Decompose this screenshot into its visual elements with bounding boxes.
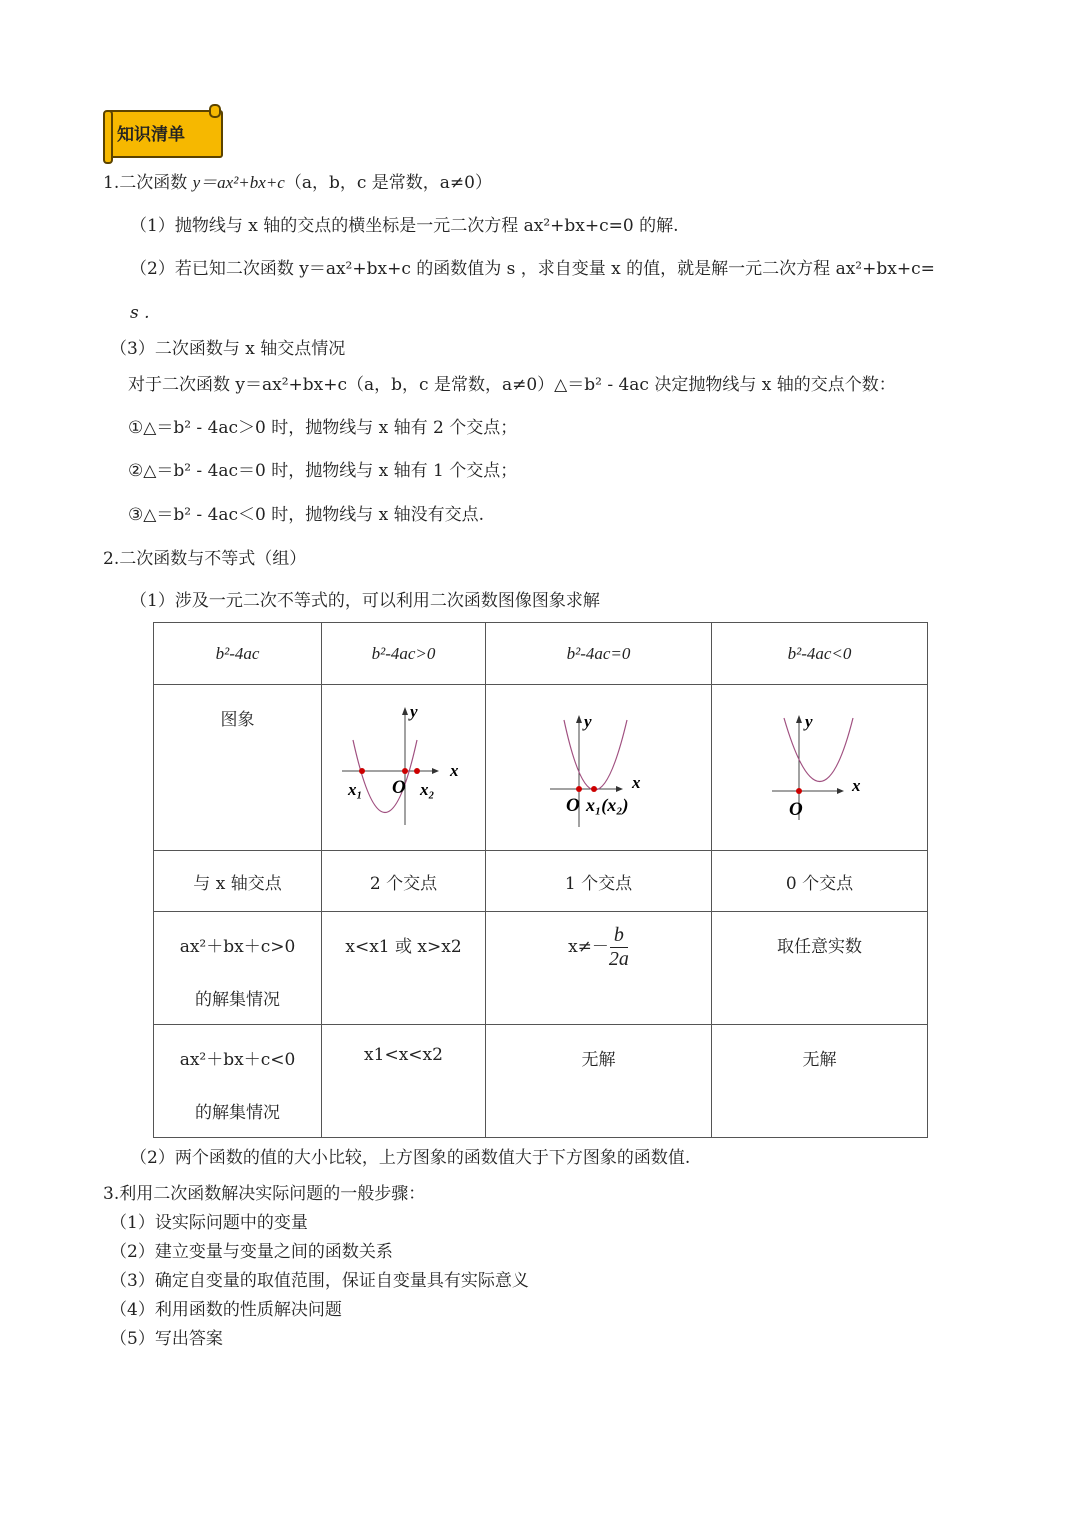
header-cell: b²-4ac [215,643,260,663]
x1-label: x₁ [348,780,363,799]
s1-p1: （1）抛物线与 x 轴的交点的横坐标是一元二次方程 ax²+bx+c=0 的解. [130,216,679,236]
gt-label-2: 的解集情况 [195,990,280,1010]
origin-label: O [392,777,406,798]
x-axis-label: x [632,773,641,792]
s1-title-pre: 1.二次函数 [103,173,193,193]
origin-label: O [789,799,803,820]
gt-solution: 取任意实数 [777,937,862,957]
header-cell: b²-4ac=0 [566,643,631,663]
gt-solution: x<x1 或 x>x2 [345,937,462,957]
lt-solution: x1<x<x2 [364,1045,443,1065]
fraction-denominator: 2a [608,948,629,970]
lt-solution: 无解 [581,1050,616,1070]
intersect-cell: 1 个交点 [486,851,712,912]
summary-table [153,622,928,1138]
x-axis-label: x [450,761,459,780]
header-cell: b²-4ac>0 [371,643,436,663]
step-item: （5）写出答案 [110,1329,223,1349]
y-axis-label: y [805,712,813,731]
intersect-cell: 0 个交点 [712,851,928,912]
s2-p2: （2）两个函数的值的大小比较，上方图象的函数值大于下方图象的函数值. [130,1148,691,1168]
origin-label: O [566,795,580,816]
s3-title: 3.利用二次函数解决实际问题的一般步骤： [103,1184,426,1204]
intersect-cell: 2 个交点 [322,851,486,912]
s1-p3a: 对于二次函数 y＝ax²+bx+c（a，b，c 是常数，a≠0）△＝b² - 4ac 决定抛物线与 x 轴的交点个数： [128,375,896,395]
gt-label-1: ax²＋bx＋c>0 [179,937,296,957]
s1-p2: （2）若已知二次函数 y＝ax²+bx+c 的函数值为 s ，求自变量 x 的值，就是解一元二次方程 ax²+bx+c= [130,259,935,279]
x-axis-label: x [852,776,861,795]
gt-solution-pre: x≠－ [568,937,609,957]
s1-title [103,172,492,194]
s1-title-post: （a，b，c 是常数，a≠0） [284,173,492,193]
s1-p2b: s . [130,303,150,323]
step-item: （2）建立变量与变量之间的函数关系 [110,1242,393,1262]
case-3: ③△＝b² - 4ac＜0 时，抛物线与 x 轴没有交点. [128,505,485,525]
graph-one-root [486,685,711,845]
header-cell: b²-4ac<0 [787,643,852,663]
step-item: （3）确定自变量的取值范围，保证自变量具有实际意义 [110,1271,529,1291]
case-2: ②△＝b² - 4ac＝0 时，抛物线与 x 轴有 1 个交点； [128,461,518,481]
step-item: （4）利用函数的性质解决问题 [110,1300,342,1320]
graph-row-label: 图象 [220,710,255,730]
intersect-label: 与 x 轴交点 [154,851,322,912]
banner-title: 知识清单 [117,125,185,145]
fraction [609,924,629,971]
graph-no-root [712,685,927,845]
lt-solution: 无解 [802,1050,837,1070]
s2-title: 2.二次函数与不等式（组） [103,549,307,569]
lt-label-1: ax²＋bx＋c<0 [179,1050,296,1070]
y-axis-label: y [584,712,592,731]
step-item: （1）设实际问题中的变量 [110,1213,308,1233]
s1-formula: y＝ax²+bx+c [192,173,285,192]
x1x2-label: x₁(x₂) [586,795,629,815]
case-1: ①△＝b² - 4ac＞0 时，抛物线与 x 轴有 2 个交点； [128,418,518,438]
fraction-numerator: b [610,924,628,948]
s2-p1: （1）涉及一元二次不等式的，可以利用二次函数图像图象求解 [130,591,600,611]
section-banner [103,104,221,158]
s1-p3: （3）二次函数与 x 轴交点情况 [110,339,346,359]
x2-label: x₂ [420,780,435,799]
graph-two-roots [322,685,485,845]
y-axis-label: y [410,702,418,721]
lt-label-2: 的解集情况 [195,1103,280,1123]
